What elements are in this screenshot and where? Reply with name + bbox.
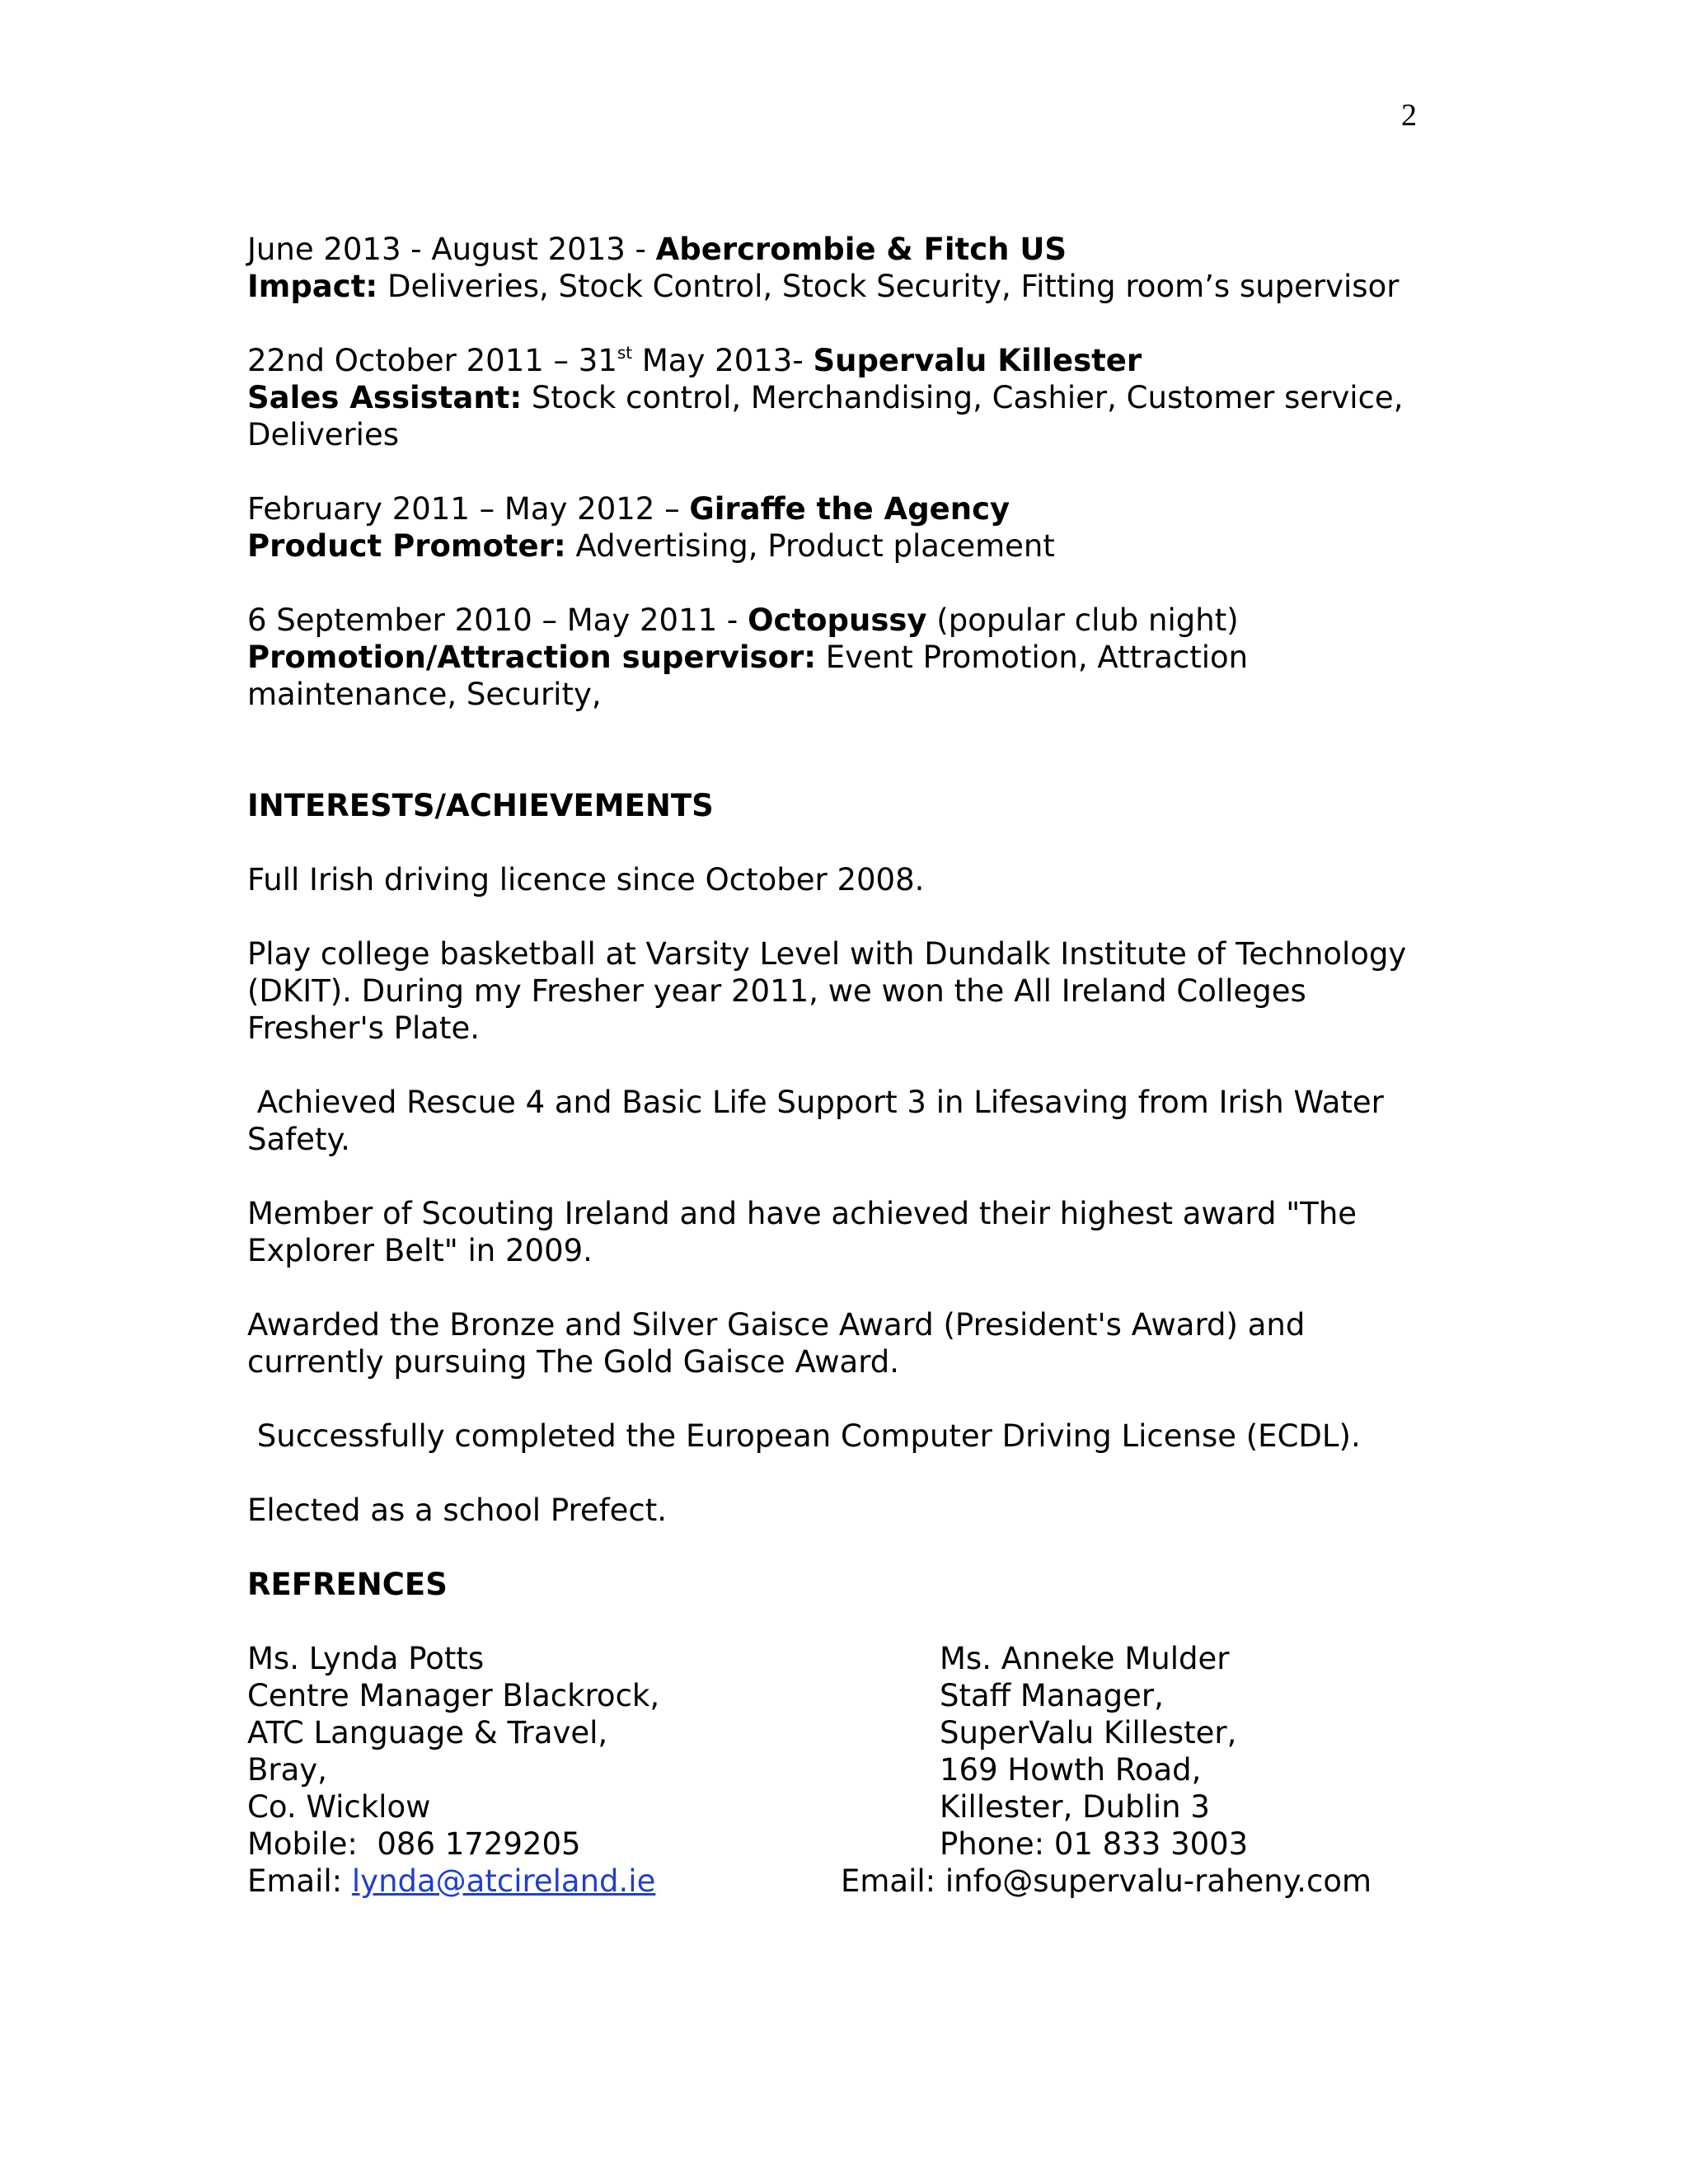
job-duties: Deliveries, Stock Control, Stock Security, Fitting room’s supervisor <box>377 269 1400 304</box>
job-role: Product Promoter: <box>247 528 566 564</box>
email-label: Email: <box>841 1863 945 1899</box>
job-dates-end: May 2013- <box>632 343 814 378</box>
job-4-header <box>247 602 1451 639</box>
reference-line: Phone: 01 833 3003 <box>940 1826 1249 1862</box>
job-employer: Supervalu Killester <box>813 343 1142 378</box>
reference-line: Co. Wicklow <box>247 1789 431 1825</box>
job-duties-continued: maintenance, Security, <box>247 677 602 712</box>
reference-line: Mobile: 086 1729205 <box>247 1826 581 1862</box>
page-number: 2 <box>1401 98 1417 133</box>
interest-item-cont: Safety. <box>247 1122 350 1157</box>
interest-item: Successfully completed the European Computer Driving License (ECDL). <box>247 1418 1361 1454</box>
email-address: info@supervalu-raheny.com <box>945 1863 1372 1899</box>
job-duties: Advertising, Product placement <box>565 528 1055 564</box>
reference-line: Centre Manager Blackrock, <box>247 1678 660 1713</box>
reference-line: ATC Language & Travel, <box>247 1715 608 1750</box>
interest-item-cont: currently pursuing The Gold Gaisce Award. <box>247 1344 900 1380</box>
interest-item-cont: (DKIT). During my Fresher year 2011, we won the All Ireland Colleges <box>247 973 1306 1009</box>
references-block <box>247 1640 1451 1904</box>
job-2-header <box>247 342 1451 379</box>
job-3-details <box>247 527 1451 565</box>
reference-line: Ms. Anneke Mulder <box>940 1641 1230 1676</box>
date-superscript: st <box>617 342 633 363</box>
interest-item: Member of Scouting Ireland and have achieved their highest award "The <box>247 1196 1357 1231</box>
interest-item: Achieved Rescue 4 and Basic Life Support 3 in Lifesaving from Irish Water <box>247 1085 1384 1120</box>
reference-line: Bray, <box>247 1752 327 1788</box>
job-employer: Abercrombie & Fitch US <box>655 232 1067 267</box>
reference-right <box>940 1640 1248 1863</box>
interest-item: Elected as a school Prefect. <box>247 1493 668 1528</box>
interests-heading: INTERESTS/ACHIEVEMENTS <box>247 788 714 823</box>
job-2-details <box>247 379 1451 416</box>
job-3-header <box>247 490 1451 527</box>
resume-page <box>247 231 1451 1904</box>
reference-left <box>247 1640 659 1900</box>
job-1-details <box>247 268 1451 305</box>
reference-line: Ms. Lynda Potts <box>247 1641 485 1676</box>
reference-line: Killester, Dublin 3 <box>940 1789 1210 1825</box>
job-role: Sales Assistant: <box>247 380 523 415</box>
reference-email-line <box>247 1863 659 1900</box>
job-employer: Giraffe the Agency <box>689 491 1010 527</box>
reference-line: Staff Manager, <box>940 1678 1164 1713</box>
reference-line: SuperValu Killester, <box>940 1715 1237 1750</box>
job-role: Impact: <box>247 269 378 304</box>
job-dates: February 2011 – May 2012 – <box>247 491 690 527</box>
interest-item: Full Irish driving licence since October 2008. <box>247 862 925 898</box>
job-dates: 6 September 2010 – May 2011 - <box>247 602 748 638</box>
interest-item-cont: Fresher's Plate. <box>247 1010 480 1046</box>
job-dates: 22nd October 2011 – 31 <box>247 343 617 378</box>
job-role: Promotion/Attraction supervisor: <box>247 640 817 675</box>
email-link[interactable]: lynda@atcireland.ie <box>351 1863 656 1899</box>
interest-item: Play college basketball at Varsity Level with Dundalk Institute of Technology <box>247 936 1407 972</box>
job-duties: Stock control, Merchandising, Cashier, Customer service, <box>522 380 1404 415</box>
job-1-header <box>247 231 1451 268</box>
job-employer: Octopussy <box>748 602 927 638</box>
job-dates: June 2013 - August 2013 - <box>247 232 656 267</box>
interest-item-cont: Explorer Belt" in 2009. <box>247 1233 593 1268</box>
email-label: Email: <box>247 1863 352 1899</box>
reference-email-line <box>841 1863 1372 1900</box>
job-duties-continued: Deliveries <box>247 417 400 452</box>
interest-item: Awarded the Bronze and Silver Gaisce Award (President's Award) and <box>247 1307 1306 1343</box>
job-duties: Event Promotion, Attraction <box>816 640 1249 675</box>
job-4-details <box>247 639 1451 676</box>
reference-line: 169 Howth Road, <box>940 1752 1202 1788</box>
references-heading: REFRENCES <box>247 1567 448 1602</box>
job-employer-note: (popular club night) <box>926 602 1239 638</box>
